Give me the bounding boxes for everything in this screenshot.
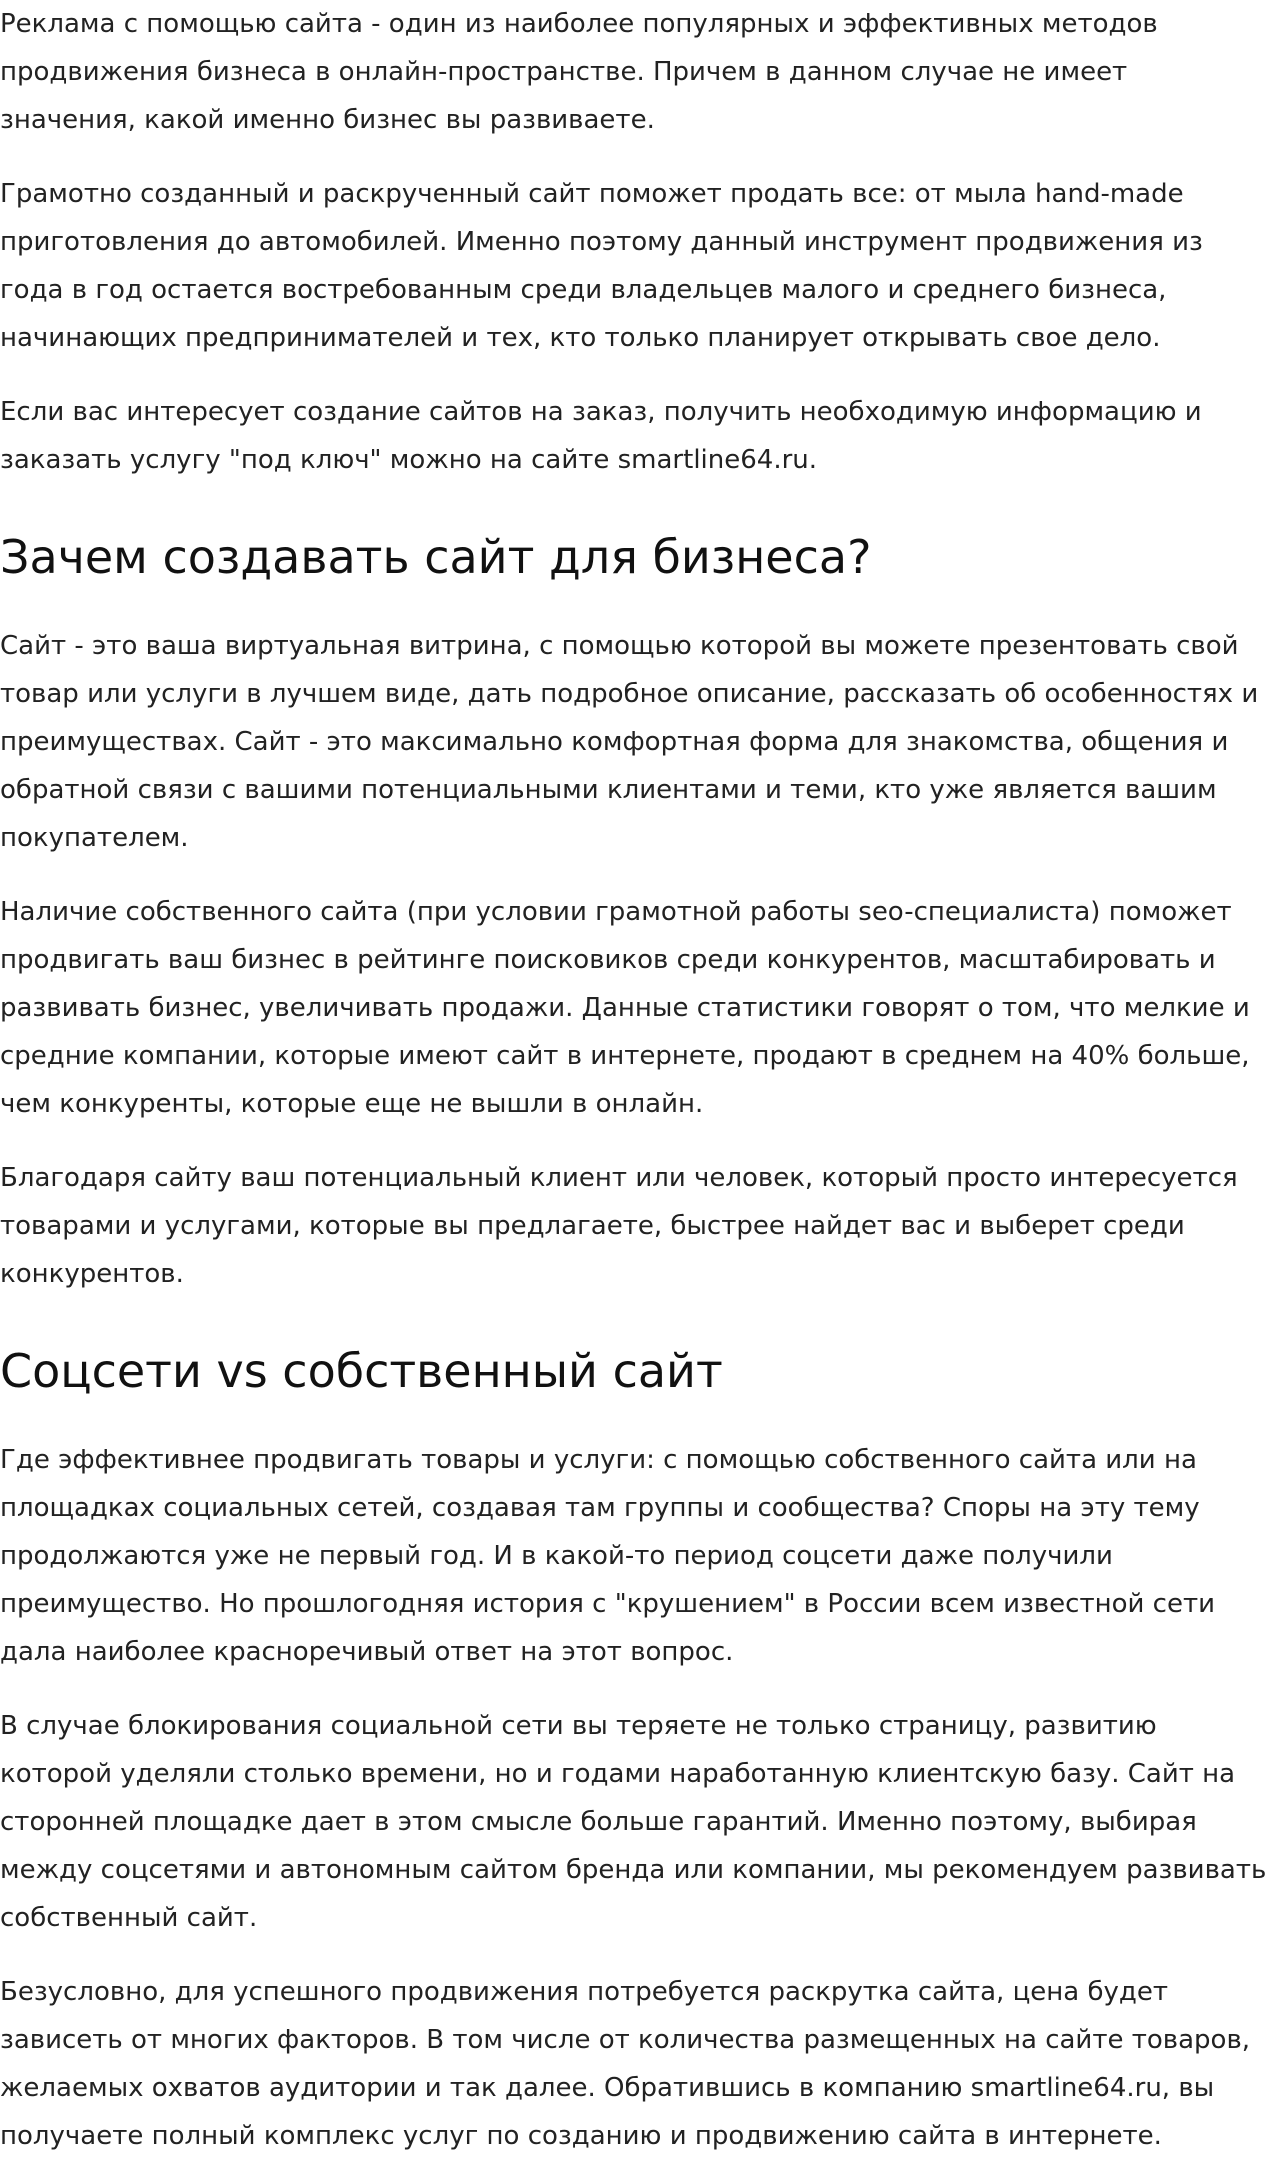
intro-paragraph-2: Грамотно созданный и раскрученный сайт поможет продать все: от мыла hand-made приготовления до автомобилей. Именно поэтому данный инструмент продвижения из года в год остается востребованным среди владельцев малого и среднего бизнеса, начинающих предпринимателей и тех, кто только планирует открывать свое дело. [0,179,1203,353]
section1-paragraph-2: Наличие собственного сайта (при условии грамотной работы seo-специалиста) поможет продвигать ваш бизнес в рейтинге поисковиков среди конкурентов, масштабировать и развивать бизнес, увеличивать продажи. Данные статистики говорят о том, что мелкие и средние компании, которые имеют сайт в интернете, продают в среднем на 40% больше, чем конкуренты, которые еще не вышли в онлайн. [0,897,1250,1119]
section2-paragraph-2: В случае блокирования социальной сети вы теряете не только страницу, развитию которой уделяли столько времени, но и годами наработанную клиентскую базу. Сайт на сторонней площадке дает в этом смысле больше гарантий. Именно поэтому, выбирая между соцсетями и автономным сайтом бренда или компании, мы рекомендуем развивать собственный сайт. [0,1711,1267,1933]
section2-paragraph-3: Безусловно, для успешного продвижения потребуется раскрутка сайта, цена будет зависеть от многих факторов. В том числе от количества размещенных на сайте товаров, желаемых охватов аудитории и так далее. Обратившись в компанию smartline64.ru, вы получаете полный комплекс услуг по созданию и продвижению сайта в интернете. [0,1977,1251,2151]
section-heading-why-website: Зачем создавать сайт для бизнеса? [0,530,872,584]
section-heading-social-vs-site: Соцсети vs собственный сайт [0,1344,723,1398]
section1-paragraph-1: Сайт - это ваша виртуальная витрина, с помощью которой вы можете презентовать свой товар или услуги в лучшем виде, дать подробное описание, рассказать об особенностях и преимуществах. Сайт - это максимально комфортная форма для знакомства, общения и обратной связи с вашими потенциальными клиентами и теми, кто уже является вашим покупателем. [0,631,1259,853]
intro-paragraph-1: Реклама с помощью сайта - один из наиболее популярных и эффективных методов продвижения бизнеса в онлайн-пространстве. Причем в данном случае не имеет значения, какой именно бизнес вы развиваете. [0,9,1158,135]
intro-paragraph-3: Если вас интересует создание сайтов на заказ, получить необходимую информацию и заказать услугу "под ключ" можно на сайте smartline64.ru. [0,397,1202,475]
section1-paragraph-3: Благодаря сайту ваш потенциальный клиент или человек, который просто интересуется товарами и услугами, которые вы предлагаете, быстрее найдет вас и выберет среди конкурентов. [0,1163,1238,1289]
section2-paragraph-1: Где эффективнее продвигать товары и услуги: с помощью собственного сайта или на площадках социальных сетей, создавая там группы и сообщества? Споры на эту тему продолжаются уже не первый год. И в какой-то период соцсети даже получили преимущество. Но прошлогодняя история с "крушением" в России всем известной сети дала наиболее красноречивый ответ на этот вопрос. [0,1445,1216,1667]
